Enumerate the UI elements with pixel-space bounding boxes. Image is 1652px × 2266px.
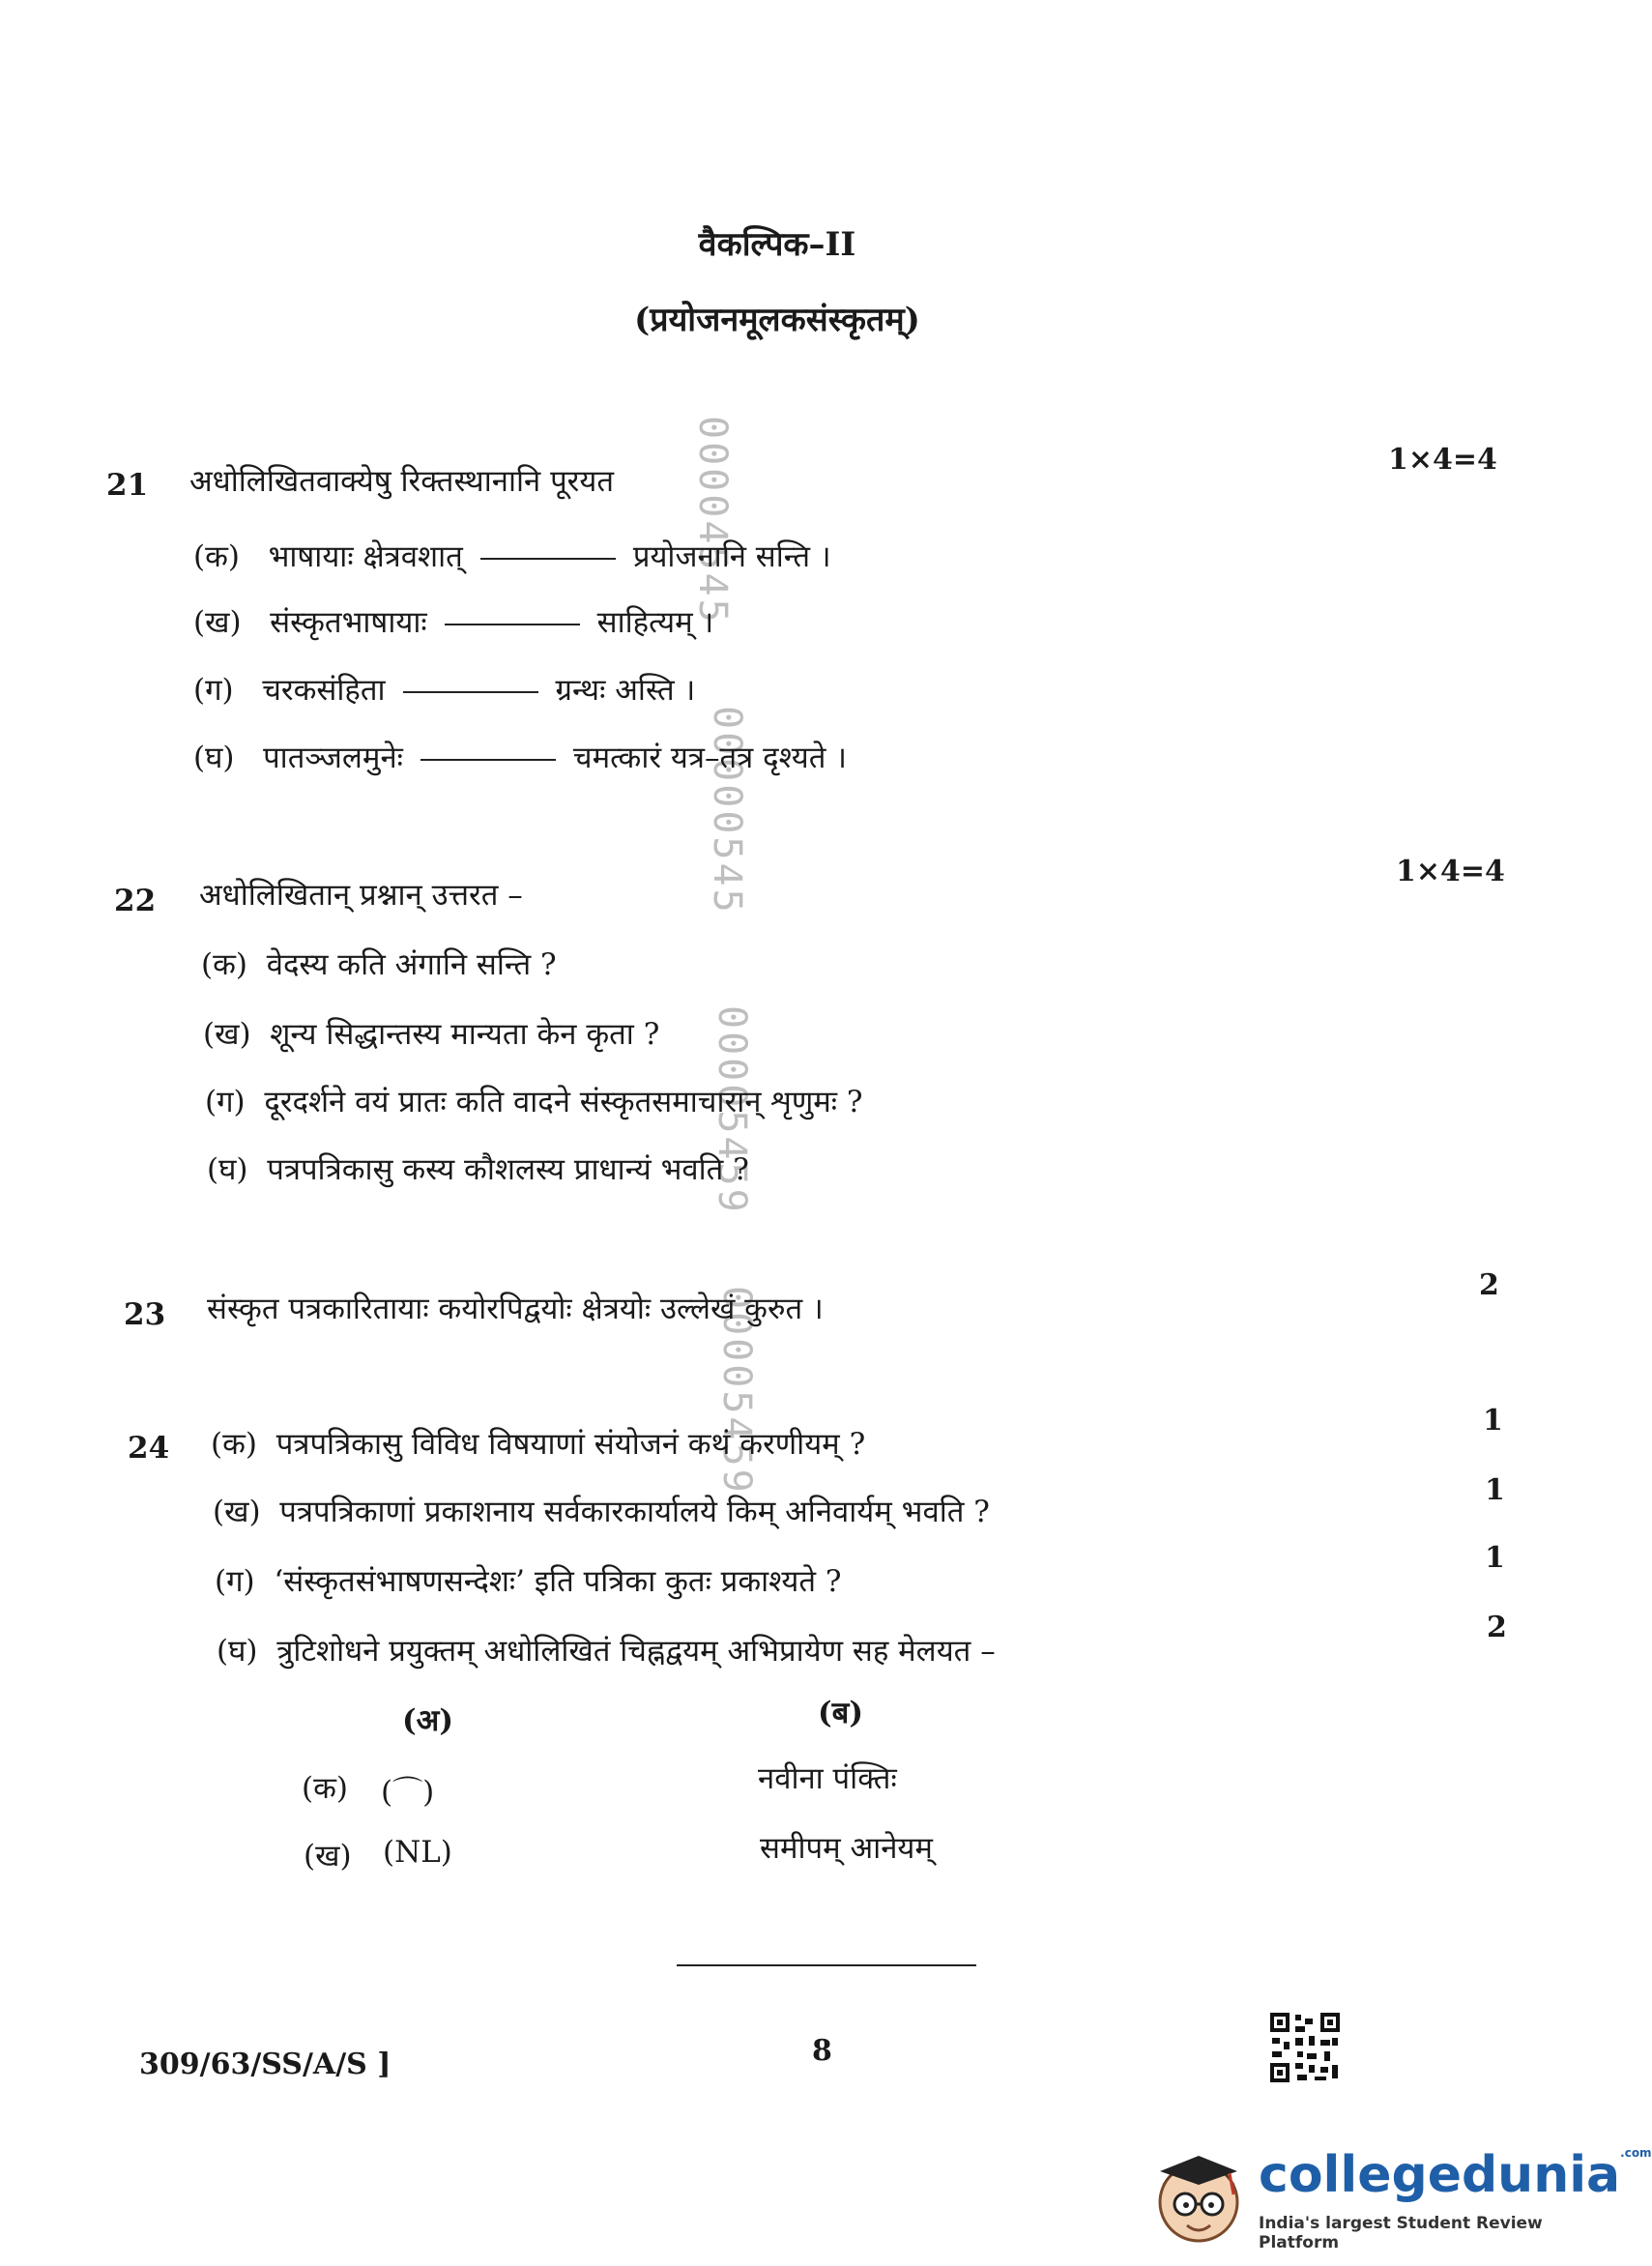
question-marks: 1 [1485, 1473, 1505, 1507]
end-rule [677, 1964, 976, 1966]
question-text: संस्कृत पत्रकारितायाः कयोरपिद्वयोः क्षेत्रयोः उल्लेखं कुरुत । [207, 1292, 824, 1326]
section-subtitle: (प्रयोजनमूलकसंस्कृतम्) [634, 301, 920, 339]
question-text: अधोलिखितवाक्येषु रिक्तस्थानानि पूरयत [189, 464, 615, 499]
answer-blank [480, 558, 616, 560]
question-marks: 2 [1479, 1268, 1499, 1302]
question-number: 24 [128, 1431, 170, 1466]
brand-logo[interactable] [1150, 2133, 1652, 2256]
page-number: 8 [812, 2034, 832, 2068]
brand-suffix: .com [1620, 2146, 1652, 2160]
brand-name: collegedunia [1259, 2146, 1621, 2204]
watermark: 00005459 [714, 1286, 759, 1496]
watermark: 00004545 [690, 416, 735, 625]
match-row-meaning: समीपम् आनेयम् [760, 1831, 933, 1866]
brand-tagline: India's largest Student Review Platform [1259, 2214, 1543, 2252]
question-number: 21 [106, 468, 149, 503]
question-number: 22 [114, 884, 157, 918]
match-column-a-header: (अ) [402, 1703, 454, 1738]
sub-question: (घ) त्रुटिशोधने प्रयुक्तम् अधोलिखितं चिह्नद्वयम् अभिप्रायेण सह मेलयत – [217, 1634, 996, 1669]
match-row-label: (क) [302, 1771, 348, 1806]
sub-question: (क) वेदस्य कति अंगानि सन्ति ? [201, 947, 557, 982]
question-marks: 1×4=4 [1388, 443, 1497, 477]
sub-question: (ग) ‘संस्कृतसंभाषणसन्देशः’ इति पत्रिका कुतः प्रकाश्यते ? [215, 1564, 842, 1599]
sub-question: (ख) पत्रपत्रिकाणां प्रकाशनाय सर्वकारकार्यालये किम् अनिवार्यम् भवति ? [213, 1495, 990, 1529]
qr-code-icon [1268, 2011, 1342, 2084]
sub-question: (घ) पातञ्जलमुनेः चमत्कारं यत्र–तत्र दृश्यते । [193, 741, 848, 775]
sub-question: (ग) दूरदर्शने वयं प्रातः कति वादने संस्कृतसमाचारान् शृणुमः ? [205, 1085, 863, 1119]
question-marks: 1 [1483, 1404, 1503, 1438]
paper-code: 309/63/SS/A/S ] [139, 2048, 391, 2081]
sub-question: (ख) शून्य सिद्धान्तस्य मान्यता केन कृता ? [203, 1017, 660, 1052]
question-marks: 2 [1487, 1611, 1507, 1644]
match-column-b-header: (ब) [818, 1696, 864, 1730]
match-row-label: (ख) [304, 1839, 352, 1874]
sub-question: (घ) पत्रपत्रिकासु कस्य कौशलस्य प्राधान्यं भवति ? [207, 1152, 749, 1187]
question-marks: 1 [1485, 1541, 1505, 1575]
match-row-symbol: (⌒) [381, 1775, 435, 1810]
sub-question: (ख) संस्कृतभाषायाः साहित्यम् । [193, 605, 714, 640]
watermark: 00005459 [710, 1005, 754, 1215]
section-title: वैकल्पिक–II [698, 225, 856, 264]
student-mascot-icon [1150, 2142, 1247, 2249]
sub-question: (ग) चरकसंहिता ग्रन्थः अस्ति । [193, 673, 696, 708]
question-marks: 1×4=4 [1396, 855, 1505, 888]
answer-blank [420, 759, 556, 761]
question-number: 23 [124, 1297, 166, 1332]
watermark: 00000545 [705, 706, 749, 915]
answer-blank [445, 624, 580, 625]
match-row-meaning: नवीना पंक्तिः [758, 1761, 897, 1796]
sub-question: (क) भाषायाः क्षेत्रवशात् प्रयोजनानि सन्ति । [193, 539, 831, 574]
match-row-symbol: (NL) [383, 1835, 452, 1870]
question-text: अधोलिखितान् प्रश्नान् उत्तरत – [199, 878, 523, 913]
answer-blank [403, 691, 538, 693]
sub-question: (क) पत्रपत्रिकासु विविध विषयाणां संयोजनं कथं करणीयम् ? [211, 1427, 866, 1462]
